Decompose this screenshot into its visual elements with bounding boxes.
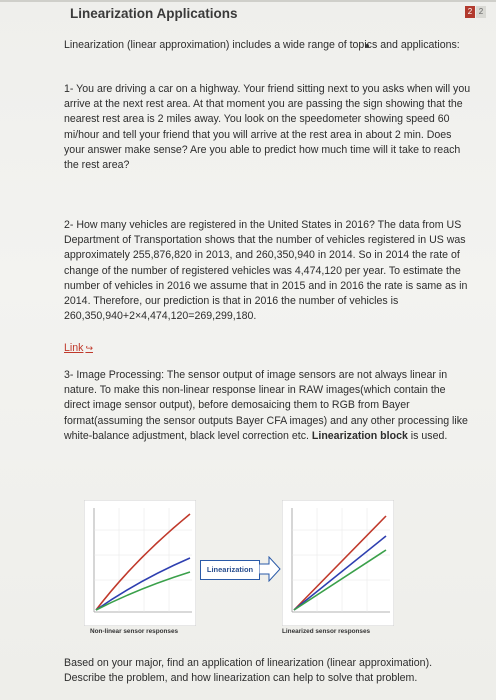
- link-label[interactable]: Link: [64, 342, 84, 354]
- linearization-block: Linearization: [200, 560, 260, 580]
- page-next[interactable]: 2: [476, 6, 486, 18]
- question-2-paragraph: 2- How many vehicles are registered in the United States in 2016? The data from US Department of Transportation shows that the number of vehicles registered in US was approximately 255,876,820 in 2013, and 260,350,940 in 2014. So in 2014 the rate of change of the number of registered vehicles was 4,474,120 per year. To estimate the number of vehicles in 2016 we assume that in 2015 and in 2016 the rate is same as in 2014. Therefore, our prediction is that in 2016 the number of vehicles is 260,350,940+2×4,474,120=269,299,180.: [64, 219, 468, 323]
- page-indicator[interactable]: [465, 6, 486, 18]
- nonlinear-response-plot: [84, 500, 196, 626]
- arrow-right-icon: [259, 556, 281, 582]
- external-link-icon: ↪: [85, 343, 93, 353]
- reference-link[interactable]: [64, 342, 93, 354]
- page-title: Linearization Applications: [70, 6, 238, 21]
- linearized-response-plot: [282, 500, 394, 626]
- assignment-prompt: Based on your major, find an application of linearization (linear approximation). Describe the problem, and how linearization can help to solve that problem.: [64, 657, 433, 685]
- question-1-paragraph: 1- You are driving a car on a highway. Your friend sitting next to you asks when will you arrive at the next rest area. At that moment you are passing the sign showing that the nearest rest area is 2 miles away. You look on the speedometer showing speed 60 mi/hour and tell your friend that you will arrive at the rest area in about 2 min. Does your answer make sense? Are you able to predict how much time will it take to reach the rest area?: [64, 83, 471, 172]
- q3-text-b: is used.: [407, 429, 448, 442]
- top-rule: [0, 0, 496, 2]
- right-caption: Linearized sensor responses: [282, 628, 371, 635]
- page-current[interactable]: 2: [465, 6, 475, 18]
- left-caption: Non-linear sensor responses: [90, 628, 179, 635]
- linearization-figure: [76, 494, 476, 644]
- question-3-paragraph: [64, 368, 472, 444]
- q3-bold-term: Linearization block: [311, 429, 408, 442]
- q3-text-a: 3- Image Processing: The sensor output of image sensors are not always linear in nature. To make this non-linear response linear in RAW images(which contain the direct image sensor output), before demosaicing them to RGB from Bayer format(assuming the sensor outputs Bayer CFA images) and any other processing like white-balance adjustment, black level correction etc.: [64, 369, 468, 442]
- intro-paragraph: Linearization (linear approximation) includes a wide range of topics and applications:: [64, 39, 460, 51]
